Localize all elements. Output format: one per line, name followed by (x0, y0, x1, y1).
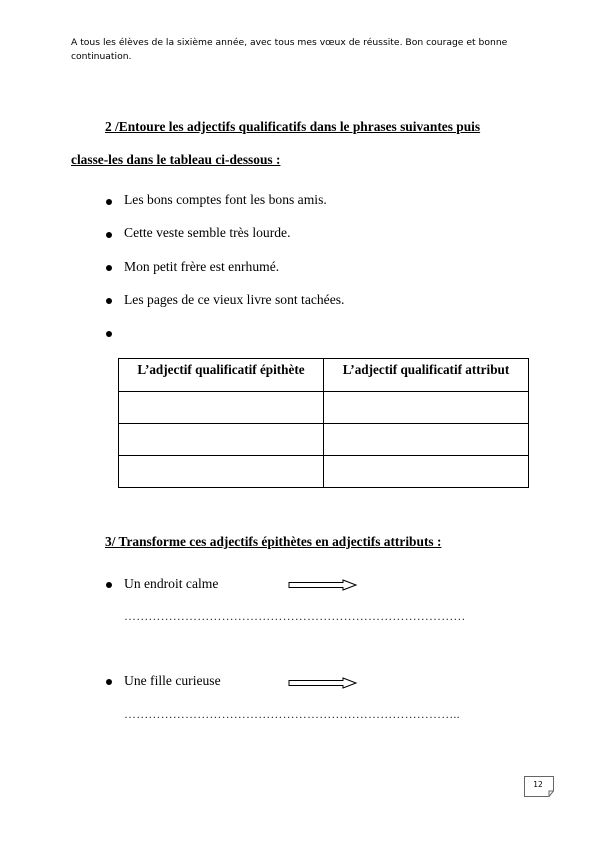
bullet-icon (106, 582, 112, 588)
page-number-box (524, 776, 554, 797)
table-cell-empty[interactable] (119, 424, 324, 456)
table-cell-empty[interactable] (324, 392, 529, 424)
exercise-3-phrase-2: Une fille curieuse (124, 673, 221, 688)
double-arrow-icon (288, 579, 358, 591)
table-cell-empty[interactable] (119, 392, 324, 424)
exercise-2-title-line-1: 2 /Entoure les adjectifs qualificatifs dans le phrases suivantes puis (105, 119, 481, 134)
column-header-attribut: L’adjectif qualificatif attribut (324, 359, 529, 392)
sentence-2: Cette veste semble très lourde. (124, 225, 291, 240)
sentence-3: Mon petit frère est enrhumé. (124, 259, 280, 274)
adjective-classification-table (118, 358, 529, 488)
column-header-epithete: L’adjectif qualificatif épithète (119, 359, 324, 392)
bullet-icon (106, 331, 112, 337)
bullet-icon (106, 298, 112, 304)
table-row (119, 424, 529, 456)
bullet-icon (106, 679, 112, 685)
exercise-2-title-line-2: classe-les dans le tableau ci-dessous : (71, 152, 281, 167)
bullet-icon (106, 232, 112, 238)
sentence-1: Les bons comptes font les bons amis. (124, 192, 327, 207)
exercise-3-title: 3/ Transforme ces adjectifs épithètes en adjectifs attributs : (105, 534, 442, 549)
double-arrow-icon (288, 677, 358, 689)
table-cell-empty[interactable] (324, 456, 529, 488)
answer-line-1[interactable]: ………………………………………………………………………… (124, 609, 466, 623)
table-cell-empty[interactable] (119, 456, 324, 488)
exercise-3-phrase-1: Un endroit calme (124, 576, 219, 591)
bullet-icon (106, 265, 112, 271)
table-cell-empty[interactable] (324, 424, 529, 456)
table-row (119, 456, 529, 488)
table-row (119, 392, 529, 424)
page-header-dedication: A tous les élèves de la sixième année, avec tous mes vœux de réussite. Bon courage et bonne continuation. (71, 37, 508, 62)
answer-line-2[interactable]: ……………………………………………………………………….. (124, 707, 460, 721)
bullet-icon (106, 199, 112, 205)
sentence-4: Les pages de ce vieux livre sont tachées. (124, 292, 345, 307)
page-number: 12 (533, 780, 543, 789)
